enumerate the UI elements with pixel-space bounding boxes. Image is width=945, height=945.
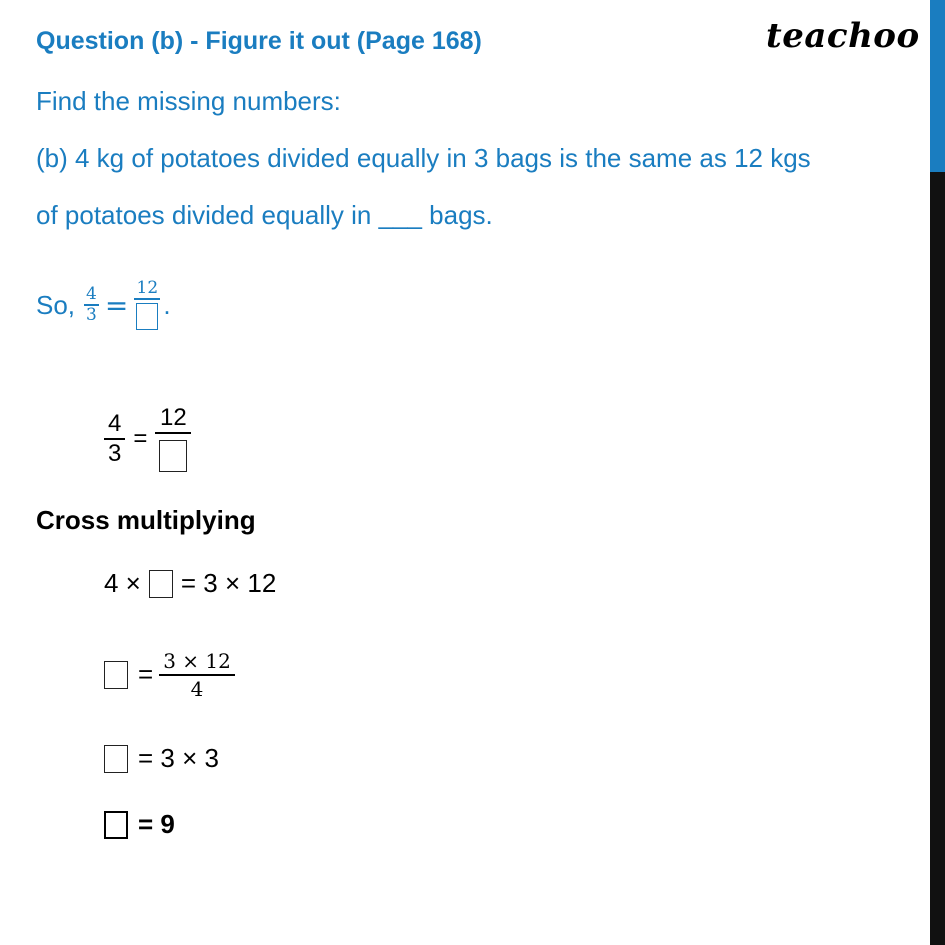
blank-box [149, 570, 173, 598]
so-fraction-right-numerator: 12 [136, 278, 159, 299]
eq1-fraction-right [155, 404, 191, 474]
so-equals-sign: = [104, 288, 129, 322]
blank-box [104, 661, 128, 689]
step-1 [104, 568, 276, 599]
so-fraction-denominator: 3 [86, 304, 97, 325]
blank-box [136, 303, 158, 330]
teachoo-logo: teachoo [766, 16, 920, 56]
step2-numerator: 3 × 12 [163, 649, 231, 673]
blank-box [159, 440, 187, 472]
step-3 [104, 743, 219, 774]
step4-rhs: = 9 [138, 809, 175, 839]
eq1-right-denominator [155, 434, 191, 474]
eq1-denominator: 3 [108, 440, 122, 467]
so-fraction-numerator: 4 [86, 284, 97, 305]
eq1-equals-sign: = [133, 425, 148, 452]
step-4-answer [104, 809, 175, 840]
step2-equals-sign: = [138, 659, 154, 690]
side-bar-accent [930, 0, 945, 172]
blank-box [104, 745, 128, 773]
so-suffix: . [163, 289, 171, 320]
so-equation [36, 270, 171, 340]
step2-denominator: 4 [190, 676, 204, 701]
step1-rhs: = 3 × 12 [180, 568, 277, 598]
step-2 [104, 648, 235, 702]
step2-fraction [159, 648, 235, 702]
equation-fraction [104, 404, 191, 474]
eq1-fraction-left [104, 410, 125, 468]
blank-box [104, 811, 128, 839]
eq1-right-numerator: 12 [160, 404, 187, 431]
so-fraction-right [134, 279, 160, 331]
so-fraction-right-denominator [134, 300, 160, 331]
question-title: Question (b) - Figure it out (Page 168) [36, 27, 482, 55]
so-prefix: So, [36, 289, 76, 320]
step1-lhs: 4 × [104, 568, 141, 598]
question-line-3: of potatoes divided equally in ___ bags. [36, 200, 493, 230]
so-fraction-left [84, 285, 99, 325]
step3-rhs: = 3 × 3 [138, 743, 219, 773]
cross-multiplying-heading: Cross multiplying [36, 505, 256, 535]
question-line-1: Find the missing numbers: [36, 86, 341, 116]
question-line-2: (b) 4 kg of potatoes divided equally in 3 bags is the same as 12 kgs [36, 143, 811, 173]
eq1-numerator: 4 [108, 410, 122, 437]
